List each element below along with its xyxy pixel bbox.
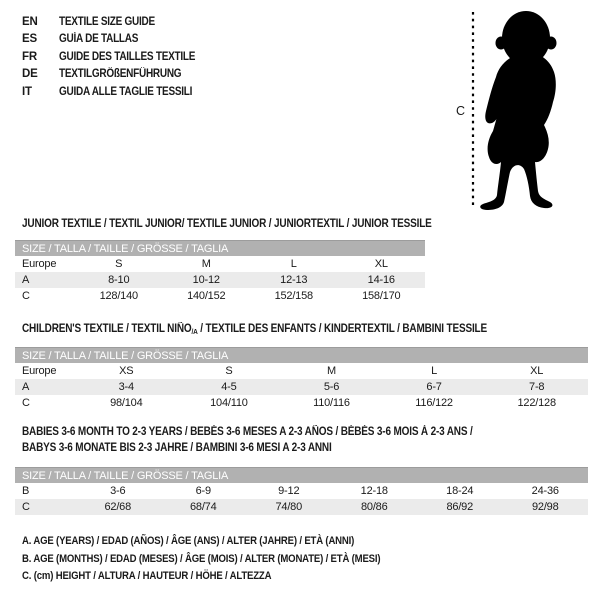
note-age-months [22, 553, 434, 571]
junior-section-title [22, 216, 493, 232]
table-cell: 92/98 [503, 499, 589, 515]
table-cell: L [290, 258, 297, 270]
table-cell: L [431, 365, 438, 377]
table-cell: 110/116 [313, 397, 350, 409]
legend-notes [22, 535, 434, 588]
size-header-cell: SIZE / TALLA / TAILLE / GRÖSSE / TAGLIA [15, 468, 588, 484]
lang-title: GUÍA DE TALLAS [59, 33, 139, 46]
table-cell: S [115, 258, 123, 270]
table-cell: 6-7 [383, 379, 486, 395]
row-label: B [22, 485, 30, 497]
lang-code: IT [22, 85, 32, 98]
lang-code: EN [22, 15, 38, 28]
title-pre: CHILDREN'S TEXTILE / TEXTIL NIÑO [22, 323, 192, 335]
table-cell: 5-6 [280, 379, 383, 395]
babies-title-line2: BABYS 3-6 MONATE BIS 2-3 JAHRE / BAMBINI 3-6 MESI A 2-3 ANNI [22, 442, 332, 454]
table-cell: 6-9 [195, 485, 211, 497]
table-cell: 158/170 [362, 290, 401, 302]
table-cell: 80/86 [332, 499, 418, 515]
row-label: Europe [22, 365, 57, 377]
lang-row-it [22, 83, 216, 101]
title-subscript: /A [191, 327, 198, 336]
size-header-row [15, 241, 425, 257]
size-header-cell: SIZE / TALLA / TAILLE / GRÖSSE / TAGLIA [15, 348, 588, 364]
row-label: C [22, 290, 30, 302]
table-cell: 74/80 [246, 499, 332, 515]
table-row-age-months [15, 483, 588, 499]
table-row-europe [15, 256, 425, 272]
table-cell: 12-18 [360, 485, 388, 497]
table-cell: 3-4 [75, 379, 178, 395]
babies-title-line1: BABIES 3-6 MONTH TO 2-3 YEARS / BEBÉS 3-6 MESES A 2-3 AÑOS / BÉBÉS 3-6 MOIS À 2-3 ANS / [22, 426, 473, 438]
table-cell: XS [119, 365, 134, 377]
note-age-years [22, 535, 434, 553]
junior-section-title-text: JUNIOR TEXTILE / TEXTIL JUNIOR/ TEXTILE JUNIOR / JUNIORTEXTIL / JUNIOR TESSILE [22, 218, 432, 230]
babies-size-table [15, 467, 588, 515]
table-cell: 4-5 [178, 379, 281, 395]
lang-title: TEXTILGRÖßENFÜHRUNG [59, 68, 182, 81]
lang-title: TEXTILE SIZE GUIDE [59, 15, 155, 28]
table-cell: 7-8 [485, 379, 588, 395]
table-cell: 152/158 [274, 290, 313, 302]
row-label: C [22, 397, 30, 409]
size-header-row [15, 348, 588, 364]
children-section-title-text [22, 321, 487, 340]
table-cell: 8-10 [75, 272, 163, 288]
table-cell: M [201, 258, 211, 270]
table-row-height [15, 288, 425, 304]
title-post: / TEXTILE DES ENFANTS / KINDERTEXTIL / BAMBINI TESSILE [197, 323, 488, 335]
table-cell: 68/74 [161, 499, 247, 515]
note-text: A. AGE (YEARS) / EDAD (AÑOS) / ÂGE (ANS) / ALTER (JAHRE) / ETÀ (ANNI) [22, 535, 355, 547]
table-cell: XL [374, 258, 388, 270]
lang-title: GUIDE DES TAILLES TEXTILE [59, 50, 196, 63]
table-row-age [15, 272, 425, 288]
table-cell: 10-12 [163, 272, 251, 288]
table-cell: 128/140 [99, 290, 138, 302]
row-label: A [15, 272, 75, 288]
row-label: Europe [22, 258, 57, 270]
lang-code: FR [22, 50, 37, 63]
table-cell: 104/110 [210, 397, 248, 409]
lang-code: DE [22, 68, 38, 81]
table-cell: 62/68 [75, 499, 161, 515]
table-cell: 86/92 [417, 499, 503, 515]
height-measure-label: C [456, 104, 465, 118]
size-header-row [15, 468, 588, 484]
table-cell: 3-6 [110, 485, 126, 497]
note-height [22, 570, 434, 588]
junior-size-table [15, 240, 425, 304]
table-row-height [15, 395, 588, 411]
table-cell: XL [530, 365, 544, 377]
table-cell: 12-13 [250, 272, 338, 288]
table-cell: 24-36 [531, 485, 559, 497]
table-cell: 116/122 [415, 397, 453, 409]
note-text: C. (cm) HEIGHT / ALTURA / HAUTEUR / HÖHE / ALTEZZA [22, 570, 272, 582]
table-cell: 98/104 [110, 397, 143, 409]
babies-section-title [22, 424, 540, 456]
children-section-title [22, 321, 556, 340]
table-cell: 9-12 [278, 485, 300, 497]
baby-silhouette-icon [480, 11, 556, 210]
table-cell: 140/152 [187, 290, 226, 302]
lang-row-es [22, 31, 216, 49]
table-cell: 122/128 [517, 397, 556, 409]
lang-title: GUIDA ALLE TAGLIE TESSILI [59, 85, 193, 98]
lang-row-de [22, 66, 216, 84]
row-label: C [15, 499, 75, 515]
lang-row-fr [22, 48, 216, 66]
language-list [22, 13, 216, 101]
table-cell: S [225, 365, 233, 377]
row-label: A [15, 379, 75, 395]
note-text: B. AGE (MONTHS) / EDAD (MESES) / ÂGE (MOIS) / ALTER (MONATE) / ETÀ (MESI) [22, 552, 381, 565]
table-cell: 14-16 [338, 272, 426, 288]
table-row-age [15, 379, 588, 395]
table-cell: 18-24 [446, 485, 474, 497]
table-row-europe [15, 363, 588, 379]
table-row-height [15, 499, 588, 515]
lang-row-en [22, 13, 216, 31]
children-size-table [15, 347, 588, 411]
lang-code: ES [22, 33, 37, 46]
table-cell: M [327, 365, 336, 377]
size-header-cell: SIZE / TALLA / TAILLE / GRÖSSE / TAGLIA [15, 241, 425, 257]
